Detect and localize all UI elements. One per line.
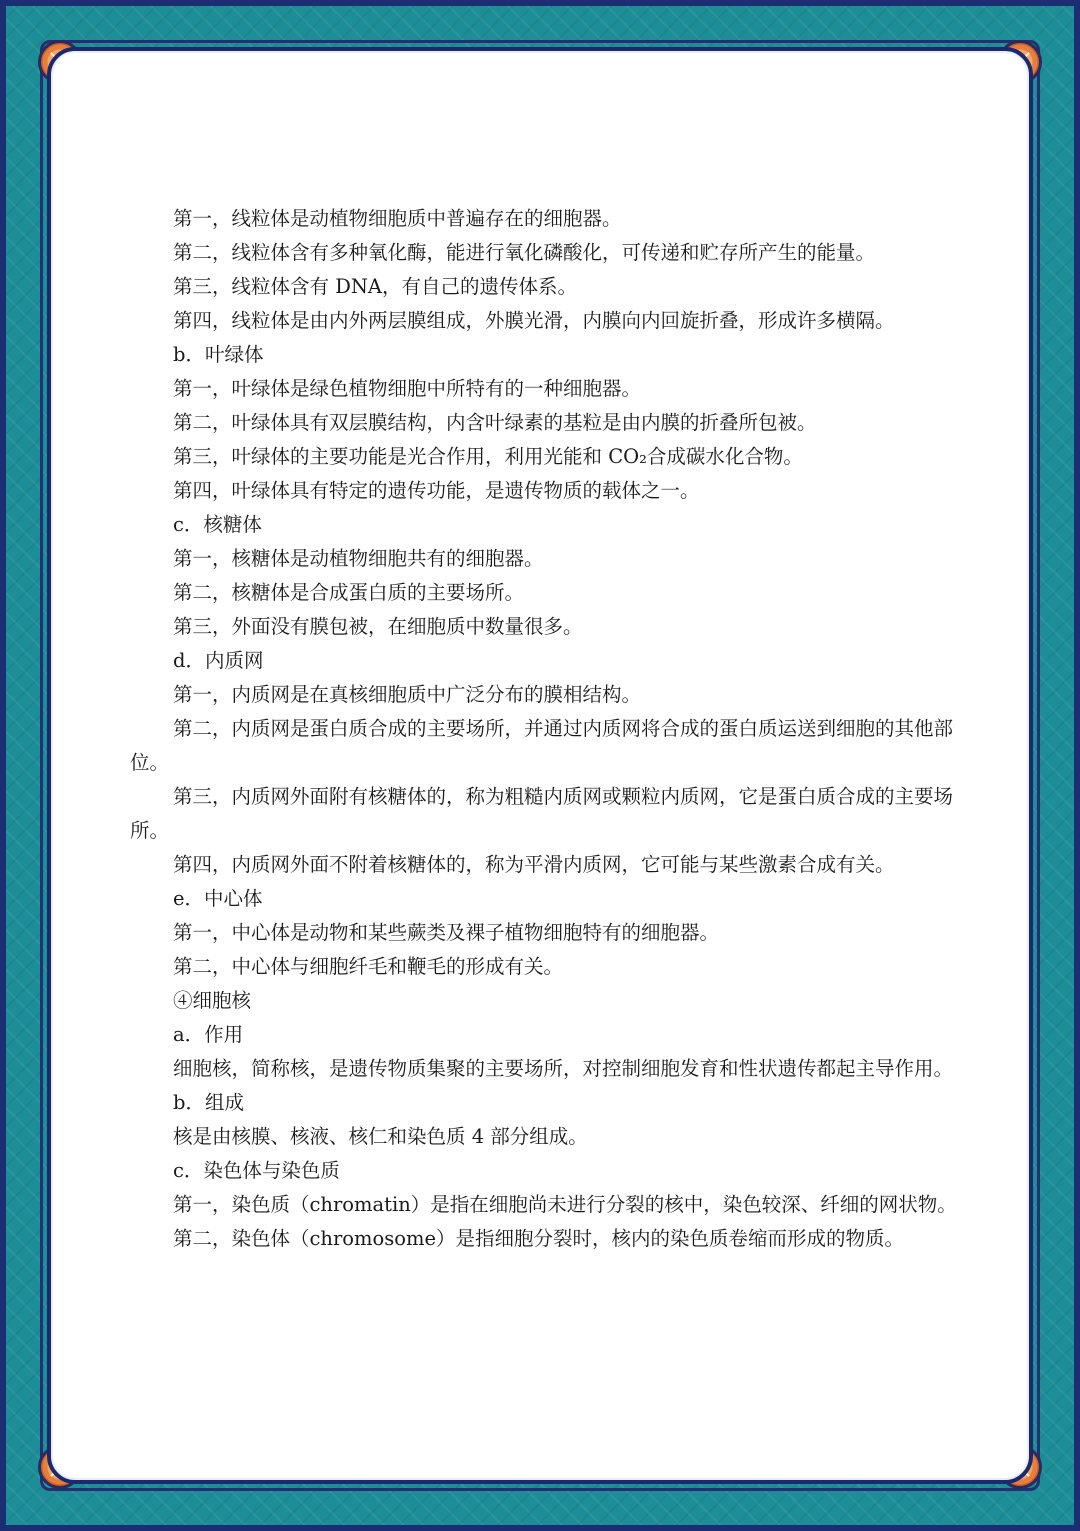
paragraph: 第二，核糖体是合成蛋白质的主要场所。 [173, 581, 525, 604]
section-heading: b．叶绿体 [173, 343, 264, 366]
section-heading: e．中心体 [173, 887, 263, 910]
section-heading: c．核糖体 [173, 513, 262, 536]
paragraph: 第三，内质网外面附有核糖体的，称为粗糙内质网或颗粒内质网，它是蛋白质合成的主要场所。 [130, 785, 954, 842]
document-body [130, 202, 960, 1256]
section-heading: b．组成 [173, 1091, 244, 1114]
paragraph: 第三，叶绿体的主要功能是光合作用，利用光能和 CO₂合成碳水化合物。 [173, 445, 803, 468]
paragraph: 第一，中心体是动物和某些蕨类及裸子植物细胞特有的细胞器。 [173, 921, 720, 944]
paragraph: 第三，外面没有膜包被，在细胞质中数量很多。 [173, 615, 583, 638]
section-heading: d．内质网 [173, 649, 264, 672]
section-heading: ④细胞核 [173, 989, 252, 1012]
paragraph: 第一，核糖体是动植物细胞共有的细胞器。 [173, 547, 544, 570]
paragraph: 第一，线粒体是动植物细胞质中普遍存在的细胞器。 [173, 207, 622, 230]
paragraph: 第四，叶绿体具有特定的遗传功能，是遗传物质的载体之一。 [173, 479, 700, 502]
paragraph: 第四，内质网外面不附着核糖体的，称为平滑内质网，它可能与某些激素合成有关。 [173, 853, 895, 876]
section-heading: c．染色体与染色质 [173, 1159, 340, 1182]
paragraph: 第二，叶绿体具有双层膜结构，内含叶绿素的基粒是由内膜的折叠所包被。 [173, 411, 817, 434]
paragraph: 第一，叶绿体是绿色植物细胞中所特有的一种细胞器。 [173, 377, 642, 400]
paragraph: 第二，内质网是蛋白质合成的主要场所，并通过内质网将合成的蛋白质运送到细胞的其他部位。 [130, 717, 954, 774]
paragraph: 细胞核，简称核，是遗传物质集聚的主要场所，对控制细胞发育和性状遗传都起主导作用。 [173, 1057, 954, 1080]
paragraph: 核是由核膜、核液、核仁和染色质 4 部分组成。 [173, 1125, 588, 1148]
paragraph: 第四，线粒体是由内外两层膜组成，外膜光滑，内膜向内回旋折叠，形成许多横隔。 [173, 309, 895, 332]
paragraph: 第一，染色质（chromatin）是指在细胞尚未进行分裂的核中，染色较深、纤细的网状物。 [173, 1193, 957, 1216]
paragraph: 第二，中心体与细胞纤毛和鞭毛的形成有关。 [173, 955, 564, 978]
section-heading: a．作用 [173, 1023, 244, 1046]
paragraph: 第三，线粒体含有 DNA，有自己的遗传体系。 [173, 275, 577, 298]
paragraph: 第二，染色体（chromosome）是指细胞分裂时，核内的染色质卷缩而形成的物质。 [173, 1227, 905, 1250]
paragraph: 第一，内质网是在真核细胞质中广泛分布的膜相结构。 [173, 683, 642, 706]
paragraph: 第二，线粒体含有多种氧化酶，能进行氧化磷酸化，可传递和贮存所产生的能量。 [173, 241, 876, 264]
